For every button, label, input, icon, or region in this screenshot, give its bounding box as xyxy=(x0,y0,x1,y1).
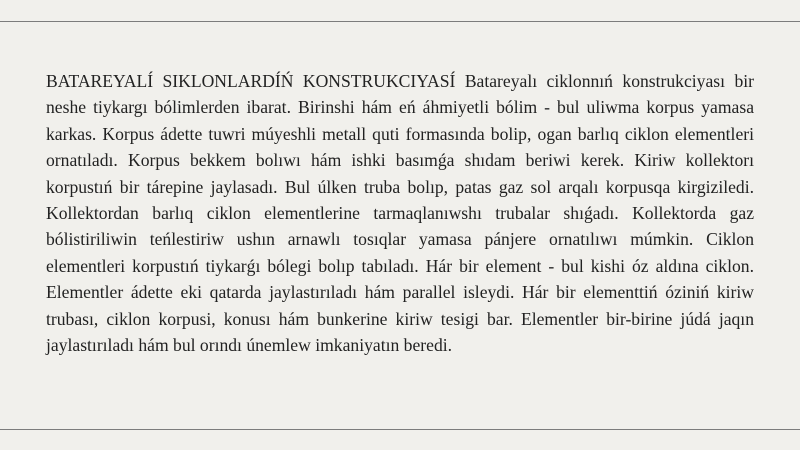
bottom-divider xyxy=(0,429,800,430)
section-heading: BATAREYALÍ SIKLONLARDÍŃ KONSTRUKCIYASÍ xyxy=(46,71,456,91)
top-divider xyxy=(0,21,800,22)
paragraph-body: Batareyalı ciklonnıń konstrukciyası bir neshe tiykargı bólimlerden ibarat. Birinshi hám eń áhmiyetli bólim - bul uliwma korpus yamasa karkas. Korpus ádette tuwri múyeshli metall quti formasında bolip, ogan barlıq ciklon elementleri ornatıladı. Korpus bekkem bolıwı hám ishki basımǵa shıdam beriwi kerek. Kiriw kollektorı korpustıń bir tárepine jaylasadı. Bul úlken truba bolıp, patas gaz sol arqalı korpusqa kirgiziledi. Kollektordan barlıq ciklon elementlerine tarmaqlanıwshı trubalar shıǵadı. Kollektorda gaz bólistiriliwin teńlestiriw ushın arnawlı tosıqlar yamasa pánjere ornatılıwı múmkin. Ciklon elementleri korpustıń tiykarǵı bólegi bolıp tabıladı. Hár bir element - bul kishi óz aldına ciklon. Elementler ádette eki qatarda jaylastırıladı hám parallel isleydi. Hár bir elementtiń óziniń kiriw trubası, ciklon korpusi, konusı hám bunkerine kiriw tesigi bar. Elementler bir-birine júdá jaqın jaylastırıladı hám bul orındı únemlew imkaniyatın beredi. xyxy=(46,71,754,356)
paragraph xyxy=(46,68,754,358)
document-content xyxy=(46,68,754,358)
